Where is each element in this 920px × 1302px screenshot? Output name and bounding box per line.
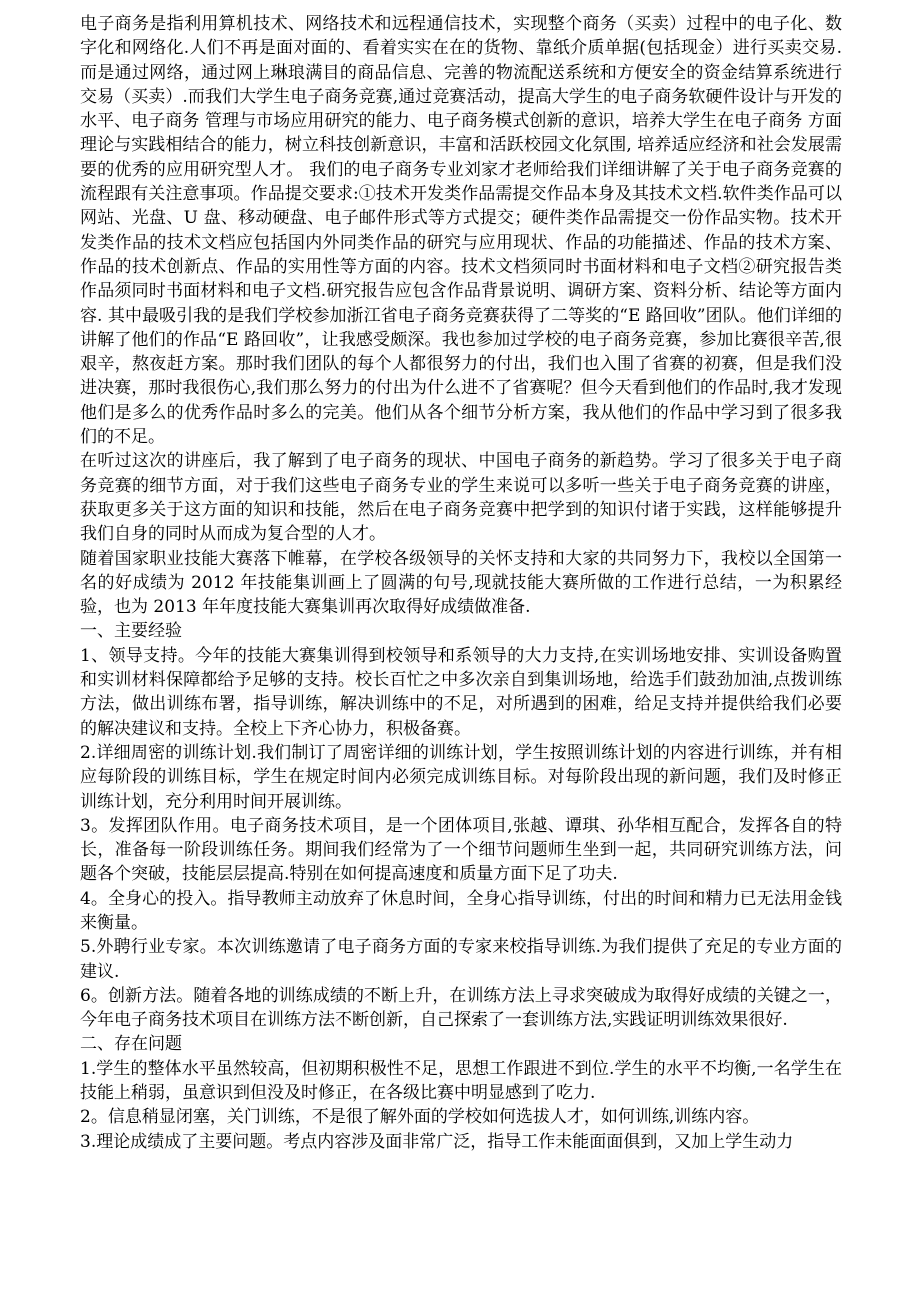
paragraph-competition-summary: 随着国家职业技能大赛落下帷幕，在学校各级领导的关怀支持和大家的共同努力下，我校以全国第一名的好成绩为 2012 年技能集训画上了圆满的句号,现就技能大赛所做的工作进行总结，一为积累经验，也为 2013 年年度技能大赛集训再次取得好成绩做准备. (80, 548, 842, 618)
list-item-teamwork: 3。发挥团队作用。电子商务技术项目，是一个团体项目,张越、谭琪、孙华相互配合，发挥各自的特长，准备每一阶段训练任务。期间我们经常为了一个细节问题师生坐到一起，共同研究训练方法，问题各个突破，技能层层提高.特别在如何提高速度和质量方面下足了功夫. (80, 815, 842, 885)
list-item-information-closed: 2。信息稍显闭塞，关门训练，不是很了解外面的学校如何选拔人才，如何训练,训练内容。 (80, 1107, 760, 1128)
list-item-dedication: 4。全身心的投入。指导教师主动放弃了休息时间，全身心指导训练，付出的时间和精力已无法用金钱来衡量。 (80, 888, 842, 933)
list-item-innovative-methods: 6。创新方法。随着各地的训练成绩的不断上升，在训练方法上寻求突破成为取得好成绩的关键之一，今年电子商务技术项目在训练方法不断创新，自己探索了一套训练方法,实践证明训练效果很好. (80, 985, 842, 1031)
section-heading-existing-problems: 二、存在问题 (80, 1034, 182, 1055)
paragraph-lecture-reflection: 在听过这次的讲座后，我了解到了电子商务的现状、中国电子商务的新趋势。学习了很多关于电子商务竞赛的细节方面，对于我们这些电子商务专业的学生来说可以多听一些关于电子商务竞赛的讲座，获取更多关于这方面的知识和技能，然后在电子商务竞赛中把学到的知识付诸于实践，这样能够提升我们自身的同时从而成为复合型的人才。 (80, 451, 842, 545)
paragraph-intro: 电子商务是指利用算机技术、网络技术和远程通信技术，实现整个商务（买卖）过程中的电子化、数字化和网络化.人们不再是面对面的、看着实实在在的货物、靠纸介质单据(包括现金）进行买卖交易.而是通过网络，通过网上琳琅满目的商品信息、完善的物流配送系统和方便安全的资金结算系统进行交易（买卖）.而我们大学生电子商务竞赛,通过竞赛活动，提高大学生的电子商务软硬件设计与开发的水平、电子商务 管理与市场应用研究的能力、电子商务模式创新的意识，培养大学生在电子商务 方面理论与实践相结合的能力，树立科技创新意识，丰富和活跃校园文化氛围, 培养适应经济和社会发展需要的优秀的应用研究型人才。 我们的电子商务专业刘家才老师给我们详细讲解了关于电子商务竞赛的流程跟有关注意事项。作品提交要求:①技术开发类作品需提交作品本身及其技术文档.软件类作品可以网站、光盘、U 盘、移动硬盘、电子邮件形式等方式提交；硬件类作品需提交一份作品实物。技术开发类作品的技术文档应包括国内外同类作品的研究与应用现状、作品的功能描述、作品的技术方案、作品的技术创新点、作品的实用性等方面的内容。技术文档须同时书面材料和电子文档②研究报告类作品须同时书面材料和电子文档.研究报告应包含作品背景说明、调研方案、资料分析、结论等方面内容. 其中最吸引我的是我们学校参加浙江省电子商务竞赛获得了二等奖的“E 路回收”团队。他们详细的讲解了他们的作品“E 路回收”，让我感受颇深。我也参加过学校的电子商务竞赛，参加比赛很辛苦,很艰辛，熬夜赶方案。那时我们团队的每个人都很努力的付出，我们也入围了省赛的初赛，但是我们没进决赛，那时我很伤心,我们那么努力的付出为什么进不了省赛呢？但今天看到他们的作品时,我才发现他们是多么的优秀作品时多么的完美。他们从各个细节分析方案，我从他们的作品中学习到了很多我们的不足。 (80, 14, 842, 448)
list-item-training-plan: 2.详细周密的训练计划.我们制订了周密详细的训练计划，学生按照训练计划的内容进行训练，并有相应每阶段的训练目标，学生在规定时间内必须完成训练目标。对每阶段出现的新问题，我们及时修正训练计划，充分利用时间开展训练。 (80, 742, 842, 812)
section-heading-main-experience: 一、主要经验 (80, 621, 182, 642)
list-item-theory-score: 3.理论成绩成了主要问题。考点内容涉及面非常广泛，指导工作未能面面俱到，又加上学生动力 (80, 1131, 794, 1152)
list-item-student-level: 1.学生的整体水平虽然较高，但初期积极性不足，思想工作跟进不到位.学生的水平不均衡,一名学生在技能上稍弱，虽意识到但没及时修正，在各级比赛中明显感到了吃力. (80, 1058, 842, 1104)
list-item-leadership-support: 1、领导支持。今年的技能大赛集训得到校领导和系领导的大力支持,在实训场地安排、实训设备购置和实训材料保障都给予足够的支持。校长百忙之中多次亲自到集训场地，给选手们鼓劲加油,点拨训练方法，做出训练布署，指导训练，解决训练中的不足，对所遇到的困难，给足支持并提供给我们必要的解决建议和支持。全校上下齐心协力，积极备赛。 (80, 645, 842, 739)
list-item-industry-experts: 5.外聘行业专家。本次训练邀请了电子商务方面的专家来校指导训练.为我们提供了充足的专业方面的建议. (80, 937, 842, 982)
